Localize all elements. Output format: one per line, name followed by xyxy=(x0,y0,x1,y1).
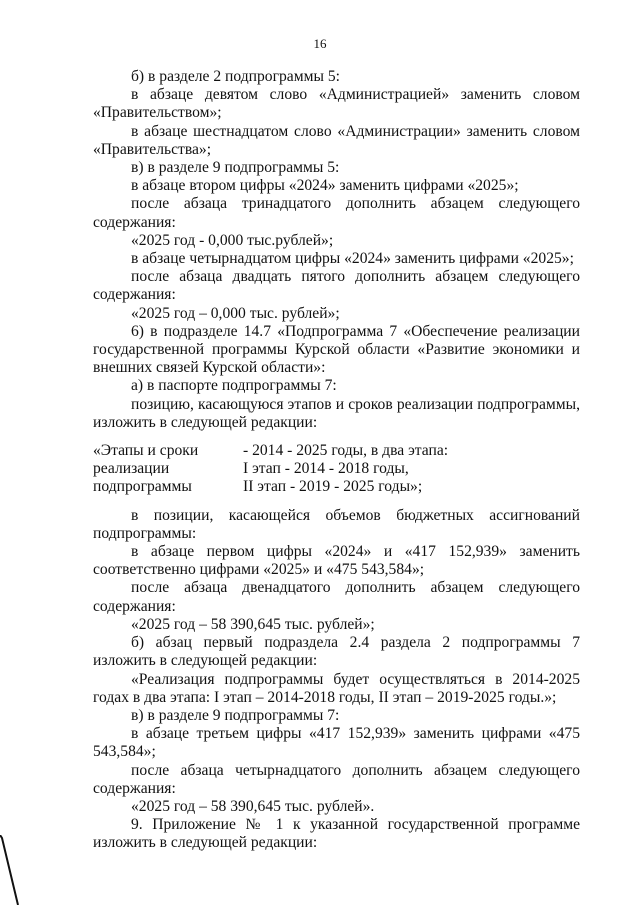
paragraph: «Реализация подпрограммы будет осуществляться в 2014-2025 годах в два этапа: I этап – 2014-2018 годы, II этап – 2019-2025 годы.»; xyxy=(93,670,580,706)
paragraph: после абзаца тринадцатого дополнить абзацем следующего содержания: xyxy=(93,195,580,231)
stages-label: «Этапы и сроки реализации подпрограммы xyxy=(93,442,199,496)
paragraph: б) абзац первый подраздела 2.4 раздела 2 подпрограммы 7 изложить в следующей редакции: xyxy=(93,634,580,670)
paragraph: 9. Приложение № 1 к указанной государственной программе изложить в следующей редакции: xyxy=(93,816,580,852)
paragraph: после абзаца двенадцатого дополнить абзацем следующего содержания: xyxy=(93,579,580,615)
paragraph: «2025 год – 58 390,645 тыс. рублей». xyxy=(131,797,375,815)
paragraph: «2025 год – 0,000 тыс. рублей»; xyxy=(131,304,340,322)
paragraph: в абзаце третьем цифры «417 152,939» заменить цифрами «475 543,584»; xyxy=(93,725,580,761)
paragraph: позицию, касающуюся этапов и сроков реализации подпрограммы, изложить в следующей редакции: xyxy=(93,395,580,431)
paragraph: в абзаце шестнадцатом слово «Администрации» заменить словом «Правительства»; xyxy=(93,122,580,158)
paragraph: после абзаца четырнадцатого дополнить абзацем следующего содержания: xyxy=(93,761,580,797)
paragraph: б) в разделе 2 подпрограммы 5: xyxy=(131,68,340,85)
stages-table xyxy=(93,442,580,497)
paragraph: в) в разделе 9 подпрограммы 5: xyxy=(131,159,340,177)
page-number: 16 xyxy=(313,36,327,51)
paragraph: «2025 год - 0,000 тыс.рублей»; xyxy=(131,231,334,249)
paragraph: в абзаце четырнадцатом цифры «2024» заменить цифрами «2025»; xyxy=(131,250,574,268)
paragraph: в) в разделе 9 подпрограммы 7: xyxy=(131,706,340,724)
stages-value: - 2014 - 2025 годы, в два этапа: I этап - 2014 - 2018 годы, II этап - 2019 - 2025 годы»; xyxy=(243,442,449,496)
paragraph: а) в паспорте подпрограммы 7: xyxy=(131,377,337,395)
paragraph: в абзаце девятом слово «Администрацией» заменить словом «Правительством»; xyxy=(93,86,580,122)
paragraph: в абзаце первом цифры «2024» и «417 152,939» заменить соответственно цифрами «2025» и «475 543,584»; xyxy=(93,543,580,579)
paragraph: в абзаце втором цифры «2024» заменить цифрами «2025»; xyxy=(131,177,519,195)
paragraph: после абзаца двадцать пятого дополнить абзацем следующего содержания: xyxy=(93,268,580,304)
paragraph: «2025 год – 58 390,645 тыс. рублей»; xyxy=(131,615,375,633)
paragraph: 6) в подразделе 14.7 «Подпрограмма 7 «Обеспечение реализации государственной программы Курской области «Развитие экономики и внешних связей Курской области»: xyxy=(93,322,580,377)
scan-edge-mark xyxy=(0,835,40,905)
document-body xyxy=(93,68,580,853)
paragraph: в позиции, касающейся объемов бюджетных ассигнований подпрограммы: xyxy=(93,506,580,542)
